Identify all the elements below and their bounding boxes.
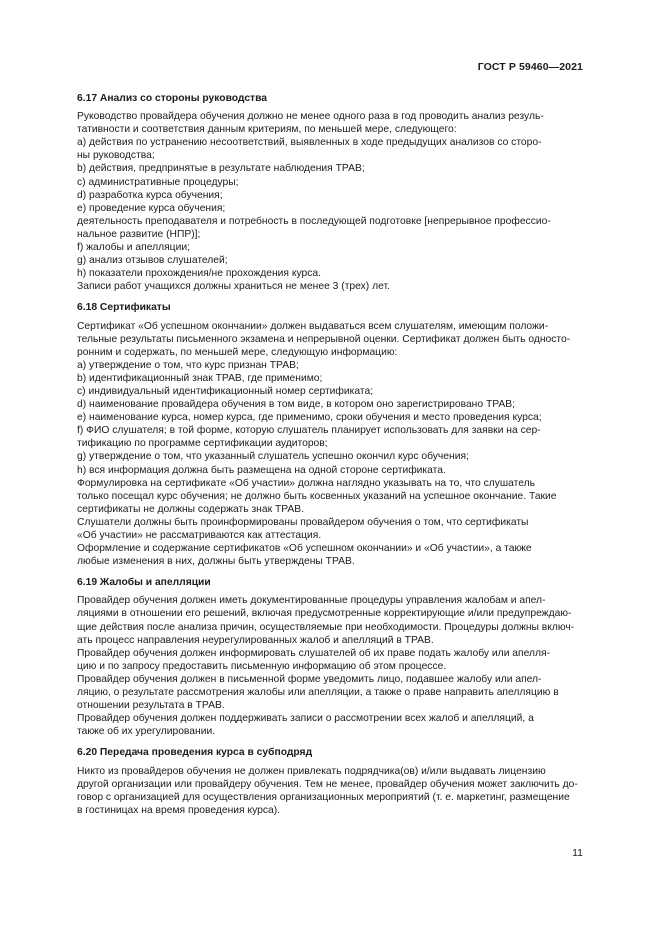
text-line: деятельность преподавателя и потребность в последующей подготовке [непрерывное профессио- xyxy=(77,215,551,227)
text-line: c) административные процедуры; xyxy=(77,176,239,188)
text-line: Формулировка на сертификате «Об участии» должна наглядно указывать на то, что слушатель xyxy=(77,477,536,489)
page-number: 11 xyxy=(572,847,583,859)
text-line: c) индивидуальный идентификационный номер сертификата; xyxy=(77,385,374,397)
document-body xyxy=(77,92,583,825)
section-6-17 xyxy=(77,92,583,293)
text-line: тификацию по программе сертификации аудиторов; xyxy=(77,438,328,450)
section-title: 6.20 Передача проведения курса в субподряд xyxy=(77,747,313,759)
section-title: 6.19 Жалобы и апелляции xyxy=(77,577,211,589)
text-line: e) проведение курса обучения; xyxy=(77,202,226,214)
text-line: f) жалобы и апелляции; xyxy=(77,242,190,254)
text-line: f) ФИО слушателя; в той форме, которую слушатель планирует использовать для заявки на сер- xyxy=(77,425,541,437)
text-line: h) показатели прохождения/не прохождения курса. xyxy=(77,268,321,280)
text-line: нальное развитие (НПР)]; xyxy=(77,228,201,240)
section-title: 6.18 Сертификаты xyxy=(77,302,171,314)
text-line: Слушатели должны быть проинформированы провайдером обучения о том, что сертификаты xyxy=(77,516,529,528)
text-line: а) утверждение о том, что курс признан ТРАВ; xyxy=(77,359,299,371)
text-line: Никто из провайдеров обучения не должен привлекать подрядчика(ов) и/или выдавать лицензию xyxy=(77,765,546,777)
section-title: 6.17 Анализ со стороны руководства xyxy=(77,93,268,104)
text-line: тельные результаты письменного экзамена и непрерывной оценки. Сертификат должен быть односто- xyxy=(77,333,571,345)
section-6-19 xyxy=(77,576,583,738)
text-line: цию и по запросу предоставить письменную информацию об этом процессе. xyxy=(77,660,447,672)
text-line: d) разработка курса обучения; xyxy=(77,189,223,201)
text-line: Оформление и содержание сертификатов «Об успешном окончании» и «Об участии», а также xyxy=(77,543,532,555)
section-6-18 xyxy=(77,301,583,568)
text-line: тативности и соответствия данным критериям, по меньшей мере, следующего: xyxy=(77,124,457,136)
text-line: g) анализ отзывов слушателей; xyxy=(77,255,228,267)
text-line: b) действия, предпринятые в результате наблюдения ТРАВ; xyxy=(77,163,365,175)
text-line: ляциями в отношении его решений, включая предусмотренные корректирующие и/или предупреждаю- xyxy=(77,608,572,620)
text-line: Провайдер обучения должен информировать слушателей об их праве подать жалобу или апелля- xyxy=(77,647,551,659)
text-line: также об их урегулировании. xyxy=(77,726,216,738)
text-line: d) наименование провайдера обучения в том виде, в котором оно зарегистрировано ТРАВ; xyxy=(77,399,516,411)
text-line: другой организации или провайдеру обучения. Тем не менее, провайдер обучения может заключить до- xyxy=(77,778,578,790)
text-line: Провайдер обучения должен иметь документированные процедуры управления жалобам и апел- xyxy=(77,595,546,607)
text-line: любые изменения в них, должны быть утверждены ТРАВ. xyxy=(77,556,355,568)
text-line: сертификаты не должны содержать знак ТРАВ. xyxy=(77,503,305,515)
text-line: а) действия по устранению несоответствий, выявленных в ходе предыдущих анализов со сторо- xyxy=(77,137,542,149)
text-line: h) вся информация должна быть размещена на одной стороне сертификата. xyxy=(77,464,446,476)
text-line: Руководство провайдера обучения должно не менее одного раза в год проводить анализ резуль- xyxy=(77,111,544,123)
section-text xyxy=(77,594,583,738)
text-line: Провайдер обучения должен в письменной форме уведомить лицо, подавшее жалобу или апел- xyxy=(77,673,542,685)
text-line: Провайдер обучения должен поддерживать записи о рассмотрении всех жалоб и апелляций, а xyxy=(77,713,534,725)
section-text xyxy=(77,320,583,569)
text-line: ны руководства; xyxy=(77,150,155,162)
text-line: в гостиницах на время проведения курса). xyxy=(77,804,281,816)
text-line: только посещал курс обучения; не должно быть косвенных указаний на успешное окончание. Такие xyxy=(77,490,557,502)
text-line: e) наименование курса, номер курса, где применимо, сроки обучения и место проведения курса; xyxy=(77,412,542,424)
text-line: Сертификат «Об успешном окончании» должен выдаваться всем слушателям, имеющим положи- xyxy=(77,320,549,332)
text-line: ронним и содержать, по меньшей мере, следующую информацию: xyxy=(77,346,398,358)
document-id: ГОСТ Р 59460—2021 xyxy=(477,61,583,73)
text-line: говор с организацией для осуществления организационных мероприятий (т. е. маркетинг, размещение xyxy=(77,791,570,803)
text-line: щие действия после анализа причин, осуществляемые при необходимости. Процедуры должны включ- xyxy=(77,621,575,633)
text-line: отношении результата в ТРАВ. xyxy=(77,700,225,712)
text-line: g) утверждение о том, что указанный слушатель успешно окончил курс обучения; xyxy=(77,451,469,463)
text-line: ляцию, о результате рассмотрения жалобы или апелляции, а также о праве направить апелляцию в xyxy=(77,687,559,699)
section-text xyxy=(77,765,583,817)
section-6-20 xyxy=(77,746,583,816)
section-text xyxy=(77,110,583,293)
text-line: Записи работ учащихся должны храниться не менее 3 (трех) лет. xyxy=(77,281,390,293)
text-line: «Об участии» не рассматриваются как аттестация. xyxy=(77,530,322,541)
text-line: ать процесс направления неурегулированных жалоб и апелляций в ТРАВ. xyxy=(77,634,434,646)
text-line: b) идентификационный знак ТРАВ, где применимо; xyxy=(77,372,323,384)
